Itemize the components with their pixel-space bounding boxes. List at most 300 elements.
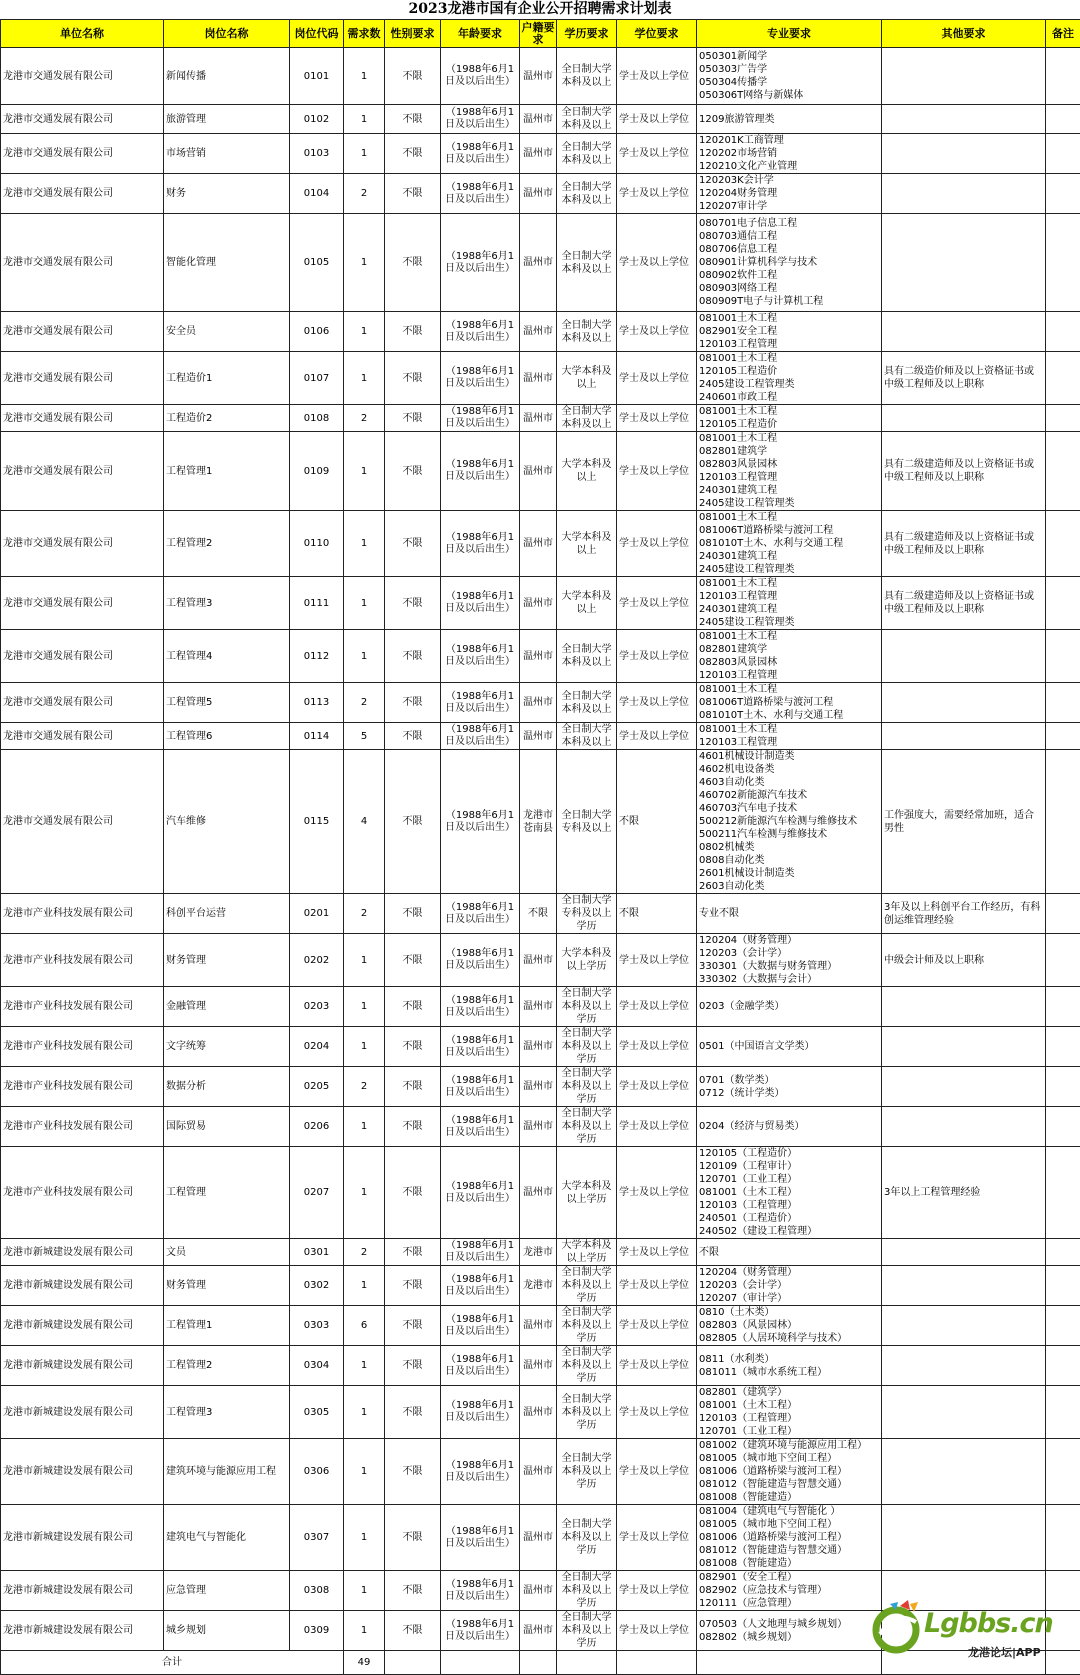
hukou-cell: 温州市 [520,511,557,577]
post-code-cell: 0101 [290,48,344,105]
degree-cell: 学士及以上学位 [617,405,697,432]
major-line: 2405建设工程管理类 [699,616,879,629]
education-cell: 大学本科及以上 [557,511,617,577]
age-cell: （1988年6月1日及以后出生） [441,312,520,352]
note-cell [1046,577,1080,630]
table-row [1,1306,1080,1346]
note-cell [1046,750,1080,894]
unit-name-cell: 龙港市交通发展有限公司 [1,511,164,577]
major-line: 081011（城市水系统工程） [699,1366,879,1379]
gender-cell: 不限 [385,1346,441,1386]
note-cell [1046,1505,1080,1571]
major-line: 120203（会计学） [699,1279,879,1292]
major-cell [697,987,882,1027]
major-line: 120204（财务管理） [699,934,879,947]
unit-name-cell: 龙港市交通发展有限公司 [1,105,164,134]
gender-cell: 不限 [385,48,441,105]
major-line: 120207（审计学） [699,1292,879,1305]
age-cell: （1988年6月1日及以后出生） [441,1027,520,1067]
other-req-cell [882,1107,1046,1147]
other-req-cell: 工作强度大，需要经常加班，适合男性 [882,750,1046,894]
table-row [1,1505,1080,1571]
gender-cell: 不限 [385,723,441,750]
hukou-cell: 温州市 [520,1147,557,1239]
gender-cell: 不限 [385,894,441,934]
other-req-cell: 具有二级建造师及以上资格证书或中级工程师及以上职称 [882,577,1046,630]
degree-cell: 学士及以上学位 [617,1571,697,1611]
major-line: 0712（统计学类） [699,1087,879,1100]
unit-name-cell: 龙港市交通发展有限公司 [1,577,164,630]
major-line: 0203（金融学类） [699,1000,879,1013]
major-line: 050303广告学 [699,63,879,76]
table-row [1,987,1080,1027]
note-cell [1046,312,1080,352]
post-name-cell: 旅游管理 [164,105,290,134]
post-name-cell: 工程管理2 [164,511,290,577]
major-line: 4603自动化类 [699,776,879,789]
degree-cell: 学士及以上学位 [617,48,697,105]
post-name-cell: 城乡规划 [164,1611,290,1651]
major-cell [697,750,882,894]
table-row [1,312,1080,352]
education-cell: 大学本科及以上学历 [557,934,617,987]
other-req-cell [882,1027,1046,1067]
note-cell [1046,630,1080,683]
degree-cell: 学士及以上学位 [617,432,697,511]
major-line: 0808自动化类 [699,854,879,867]
education-cell: 全日制大学本科及以上学历 [557,1611,617,1651]
major-line: 120204财务管理 [699,187,879,200]
gender-cell: 不限 [385,630,441,683]
unit-name-cell: 龙港市新城建设发展有限公司 [1,1306,164,1346]
age-cell: （1988年6月1日及以后出生） [441,723,520,750]
header-note: 备注 [1046,20,1080,48]
header-other: 其他要求 [882,20,1046,48]
post-name-cell: 工程管理1 [164,1306,290,1346]
major-line: 082801建筑学 [699,445,879,458]
post-name-cell: 工程管理6 [164,723,290,750]
post-code-cell: 0115 [290,750,344,894]
demand-count-cell: 6 [344,1306,385,1346]
header-post: 岗位名称 [164,20,290,48]
demand-count-cell: 2 [344,405,385,432]
post-name-cell: 数据分析 [164,1067,290,1107]
post-name-cell: 文员 [164,1239,290,1266]
age-cell: （1988年6月1日及以后出生） [441,214,520,312]
major-line: 120103工程管理 [699,338,879,351]
major-line: 081006（道路桥梁与渡河工程） [699,1465,879,1478]
post-code-cell: 0201 [290,894,344,934]
hukou-cell: 温州市 [520,723,557,750]
major-line: 050306T网络与新媒体 [699,89,879,102]
degree-cell: 学士及以上学位 [617,214,697,312]
major-line: 240601市政工程 [699,391,879,404]
demand-count-cell: 1 [344,1571,385,1611]
post-name-cell: 科创平台运营 [164,894,290,934]
degree-cell: 学士及以上学位 [617,1346,697,1386]
hukou-cell: 温州市 [520,1107,557,1147]
other-req-cell [882,134,1046,174]
degree-cell: 学士及以上学位 [617,577,697,630]
table-row [1,214,1080,312]
post-name-cell: 工程管理5 [164,683,290,723]
major-line: 330301（大数据与财务管理） [699,960,879,973]
gender-cell: 不限 [385,405,441,432]
education-cell: 全日制大学本科及以上学历 [557,1027,617,1067]
table-row [1,577,1080,630]
unit-name-cell: 龙港市产业科技发展有限公司 [1,1067,164,1107]
demand-count-cell: 4 [344,750,385,894]
major-line: 2405建设工程管理类 [699,563,879,576]
note-cell [1046,1239,1080,1266]
other-req-cell [882,630,1046,683]
post-code-cell: 0205 [290,1067,344,1107]
major-cell [697,683,882,723]
demand-count-cell: 1 [344,577,385,630]
unit-name-cell: 龙港市新城建设发展有限公司 [1,1571,164,1611]
hukou-cell: 温州市 [520,1067,557,1107]
gender-cell: 不限 [385,214,441,312]
hukou-cell: 温州市 [520,1505,557,1571]
major-line: 120204（财务管理） [699,1266,879,1279]
major-line: 4602机电设备类 [699,763,879,776]
header-age: 年龄要求 [441,20,520,48]
age-cell: （1988年6月1日及以后出生） [441,1239,520,1266]
post-name-cell: 工程管理3 [164,577,290,630]
post-name-cell: 工程管理2 [164,1346,290,1386]
note-cell [1046,1266,1080,1306]
watermark-sub-text: 龙港论坛|APP [968,1644,1041,1660]
major-line: 080701电子信息工程 [699,217,879,230]
degree-cell: 不限 [617,894,697,934]
unit-name-cell: 龙港市新城建设发展有限公司 [1,1505,164,1571]
table-row [1,1386,1080,1439]
other-req-cell: 3年以上工程管理经验 [882,1147,1046,1239]
major-line: 专业不限 [699,907,879,920]
age-cell: （1988年6月1日及以后出生） [441,1107,520,1147]
major-cell [697,1505,882,1571]
major-line: 081005（城市地下空间工程） [699,1452,879,1465]
major-line: 081001土木工程 [699,683,879,696]
major-line: 2603自动化类 [699,880,879,893]
major-line: 050304传播学 [699,76,879,89]
major-cell [697,432,882,511]
major-line: 330302（大数据与会计） [699,973,879,986]
major-line: 081010T土木、水利与交通工程 [699,709,879,722]
major-line: 500211汽车检测与维修技术 [699,828,879,841]
table-row [1,1346,1080,1386]
age-cell: （1988年6月1日及以后出生） [441,577,520,630]
watermark-logo-text: Lgbbs.cn [924,1608,1053,1639]
post-code-cell: 0202 [290,934,344,987]
age-cell: （1988年6月1日及以后出生） [441,1505,520,1571]
major-line: 082901（安全工程） [699,1571,879,1584]
demand-count-cell: 1 [344,1505,385,1571]
note-cell [1046,48,1080,105]
other-req-cell [882,1067,1046,1107]
major-line: 082803（风景园林） [699,1319,879,1332]
post-name-cell: 财务管理 [164,1266,290,1306]
major-cell [697,1439,882,1505]
watermark-logo [870,1598,1060,1662]
hukou-cell: 温州市 [520,174,557,214]
major-line: 120103工程管理 [699,471,879,484]
age-cell: （1988年6月1日及以后出生） [441,750,520,894]
gender-cell: 不限 [385,105,441,134]
degree-cell: 学士及以上学位 [617,1107,697,1147]
major-line: 082803风景园林 [699,458,879,471]
hukou-cell: 不限 [520,894,557,934]
note-cell [1046,894,1080,934]
unit-name-cell: 龙港市交通发展有限公司 [1,723,164,750]
major-line: 080703通信工程 [699,230,879,243]
degree-cell: 学士及以上学位 [617,987,697,1027]
recruitment-table [0,19,1080,1675]
unit-name-cell: 龙港市交通发展有限公司 [1,405,164,432]
major-line: 081008（智能建造） [699,1491,879,1504]
degree-cell: 学士及以上学位 [617,1439,697,1505]
education-cell: 全日制大学本科及以上 [557,312,617,352]
major-line: 240301建筑工程 [699,484,879,497]
hukou-cell: 温州市 [520,577,557,630]
other-req-cell [882,723,1046,750]
age-cell: （1988年6月1日及以后出生） [441,511,520,577]
degree-cell: 学士及以上学位 [617,511,697,577]
gender-cell: 不限 [385,174,441,214]
degree-cell: 学士及以上学位 [617,312,697,352]
major-line: 120203K会计学 [699,174,879,187]
hukou-cell: 温州市 [520,1346,557,1386]
major-line: 120701（工业工程） [699,1425,879,1438]
hukou-cell: 温州市 [520,352,557,405]
table-row [1,1239,1080,1266]
major-cell [697,1571,882,1611]
age-cell: （1988年6月1日及以后出生） [441,174,520,214]
major-line: 120103（工程管理） [699,1199,879,1212]
gender-cell: 不限 [385,1505,441,1571]
education-cell: 全日制大学本科及以上学历 [557,1266,617,1306]
major-line: 070503（人文地理与城乡规划） [699,1618,879,1631]
demand-count-cell: 1 [344,48,385,105]
post-name-cell: 金融管理 [164,987,290,1027]
hukou-cell: 温州市 [520,1306,557,1346]
post-name-cell: 应急管理 [164,1571,290,1611]
post-name-cell: 建筑环境与能源应用工程 [164,1439,290,1505]
post-name-cell: 财务 [164,174,290,214]
major-line: 120103工程管理 [699,590,879,603]
age-cell: （1988年6月1日及以后出生） [441,1266,520,1306]
education-cell: 全日制大学本科及以上 [557,134,617,174]
education-cell: 全日制大学本科及以上学历 [557,1107,617,1147]
major-line: 120105工程造价 [699,418,879,431]
header-unit: 单位名称 [1,20,164,48]
age-cell: （1988年6月1日及以后出生） [441,432,520,511]
major-cell [697,405,882,432]
gender-cell: 不限 [385,511,441,577]
unit-name-cell: 龙港市新城建设发展有限公司 [1,1439,164,1505]
other-req-cell [882,48,1046,105]
age-cell: （1988年6月1日及以后出生） [441,48,520,105]
degree-cell: 学士及以上学位 [617,1266,697,1306]
note-cell [1046,511,1080,577]
demand-count-cell: 1 [344,1346,385,1386]
major-cell [697,1067,882,1107]
other-req-cell [882,405,1046,432]
major-line: 240502（建设工程管理） [699,1225,879,1238]
other-req-cell: 具有二级建造师及以上资格证书或中级工程师及以上职称 [882,511,1046,577]
major-cell [697,1266,882,1306]
post-name-cell: 工程管理 [164,1147,290,1239]
education-cell: 大学本科及以上学历 [557,1147,617,1239]
major-cell [697,134,882,174]
age-cell: （1988年6月1日及以后出生） [441,352,520,405]
demand-count-cell: 1 [344,1386,385,1439]
demand-count-cell: 1 [344,312,385,352]
age-cell: （1988年6月1日及以后出生） [441,405,520,432]
other-req-cell [882,1505,1046,1571]
post-name-cell: 财务管理 [164,934,290,987]
education-cell: 全日制大学本科及以上 [557,405,617,432]
major-line: 460702新能源汽车技术 [699,789,879,802]
major-line: 082803风景园林 [699,656,879,669]
major-line: 0802机械类 [699,841,879,854]
education-cell: 全日制大学本科及以上学历 [557,1505,617,1571]
major-line: 500212新能源汽车检测与维修技术 [699,815,879,828]
degree-cell: 学士及以上学位 [617,174,697,214]
post-name-cell: 工程造价2 [164,405,290,432]
major-line: 0501（中国语言文学类） [699,1040,879,1053]
other-req-cell [882,214,1046,312]
degree-cell: 学士及以上学位 [617,723,697,750]
post-code-cell: 0109 [290,432,344,511]
degree-cell: 学士及以上学位 [617,105,697,134]
demand-count-cell: 1 [344,934,385,987]
post-name-cell: 新闻传播 [164,48,290,105]
hukou-cell: 温州市 [520,934,557,987]
hukou-cell: 温州市 [520,312,557,352]
education-cell: 大学本科及以上学历 [557,1239,617,1266]
other-req-cell: 具有二级建造师及以上资格证书或中级工程师及以上职称 [882,432,1046,511]
unit-name-cell: 龙港市新城建设发展有限公司 [1,1346,164,1386]
demand-count-cell: 1 [344,511,385,577]
table-row [1,352,1080,405]
demand-count-cell: 1 [344,1611,385,1651]
gender-cell: 不限 [385,352,441,405]
major-line: 081008（智能建造） [699,1557,879,1570]
note-cell [1046,1147,1080,1239]
demand-count-cell: 2 [344,1239,385,1266]
unit-name-cell: 龙港市交通发展有限公司 [1,134,164,174]
gender-cell: 不限 [385,134,441,174]
unit-name-cell: 龙港市产业科技发展有限公司 [1,934,164,987]
education-cell: 全日制大学本科及以上 [557,48,617,105]
demand-count-cell: 2 [344,894,385,934]
table-row [1,723,1080,750]
hukou-cell: 温州市 [520,134,557,174]
unit-name-cell: 龙港市交通发展有限公司 [1,352,164,405]
major-line: 120203（会计学） [699,947,879,960]
table-row [1,1266,1080,1306]
post-code-cell: 0103 [290,134,344,174]
post-code-cell: 0306 [290,1439,344,1505]
degree-cell: 学士及以上学位 [617,1306,697,1346]
hukou-cell: 温州市 [520,1571,557,1611]
education-cell: 全日制大学本科及以上 [557,105,617,134]
demand-count-cell: 1 [344,987,385,1027]
note-cell [1046,683,1080,723]
post-name-cell: 国际贸易 [164,1107,290,1147]
gender-cell: 不限 [385,1107,441,1147]
post-code-cell: 0307 [290,1505,344,1571]
hukou-cell: 温州市 [520,630,557,683]
post-code-cell: 0107 [290,352,344,405]
major-cell [697,1239,882,1266]
major-line: 120109（工程审计） [699,1160,879,1173]
post-code-cell: 0303 [290,1306,344,1346]
degree-cell: 学士及以上学位 [617,1611,697,1651]
note-cell [1046,934,1080,987]
table-row [1,1107,1080,1147]
degree-cell: 学士及以上学位 [617,630,697,683]
other-req-cell [882,1306,1046,1346]
post-name-cell: 建筑电气与智能化 [164,1505,290,1571]
post-code-cell: 0304 [290,1346,344,1386]
gender-cell: 不限 [385,1067,441,1107]
age-cell: （1988年6月1日及以后出生） [441,134,520,174]
table-row [1,934,1080,987]
post-code-cell: 0207 [290,1147,344,1239]
gender-cell: 不限 [385,683,441,723]
demand-count-cell: 1 [344,630,385,683]
education-cell: 大学本科及以上 [557,432,617,511]
gender-cell: 不限 [385,312,441,352]
header-degree: 学位要求 [617,20,697,48]
education-cell: 大学本科及以上 [557,352,617,405]
major-line: 081001土木工程 [699,577,879,590]
age-cell: （1988年6月1日及以后出生） [441,894,520,934]
unit-name-cell: 龙港市产业科技发展有限公司 [1,894,164,934]
hukou-cell: 温州市 [520,432,557,511]
degree-cell: 学士及以上学位 [617,1505,697,1571]
hukou-cell: 温州市 [520,1439,557,1505]
header-num: 需求数 [344,20,385,48]
unit-name-cell: 龙港市产业科技发展有限公司 [1,1027,164,1067]
major-line: 081001土木工程 [699,511,879,524]
education-cell: 全日制大学专科及以上学历 [557,894,617,934]
major-cell [697,312,882,352]
unit-name-cell: 龙港市交通发展有限公司 [1,630,164,683]
major-line: 120111（应急管理） [699,1597,879,1610]
demand-count-cell: 1 [344,432,385,511]
header-hukou: 户籍要求 [520,20,557,48]
hukou-cell: 温州市 [520,48,557,105]
hukou-cell: 温州市 [520,405,557,432]
major-line: 120103工程管理 [699,736,879,749]
post-name-cell: 文字统筹 [164,1027,290,1067]
major-line: 081001（土木工程） [699,1399,879,1412]
post-name-cell: 安全员 [164,312,290,352]
age-cell: （1988年6月1日及以后出生） [441,1571,520,1611]
unit-name-cell: 龙港市新城建设发展有限公司 [1,1611,164,1651]
gender-cell: 不限 [385,1147,441,1239]
major-line: 120701（工业工程） [699,1173,879,1186]
major-cell [697,1306,882,1346]
post-name-cell: 工程管理4 [164,630,290,683]
note-cell [1046,214,1080,312]
major-cell [697,723,882,750]
major-line: 081001土木工程 [699,432,879,445]
major-line: 2405建设工程管理类 [699,497,879,510]
